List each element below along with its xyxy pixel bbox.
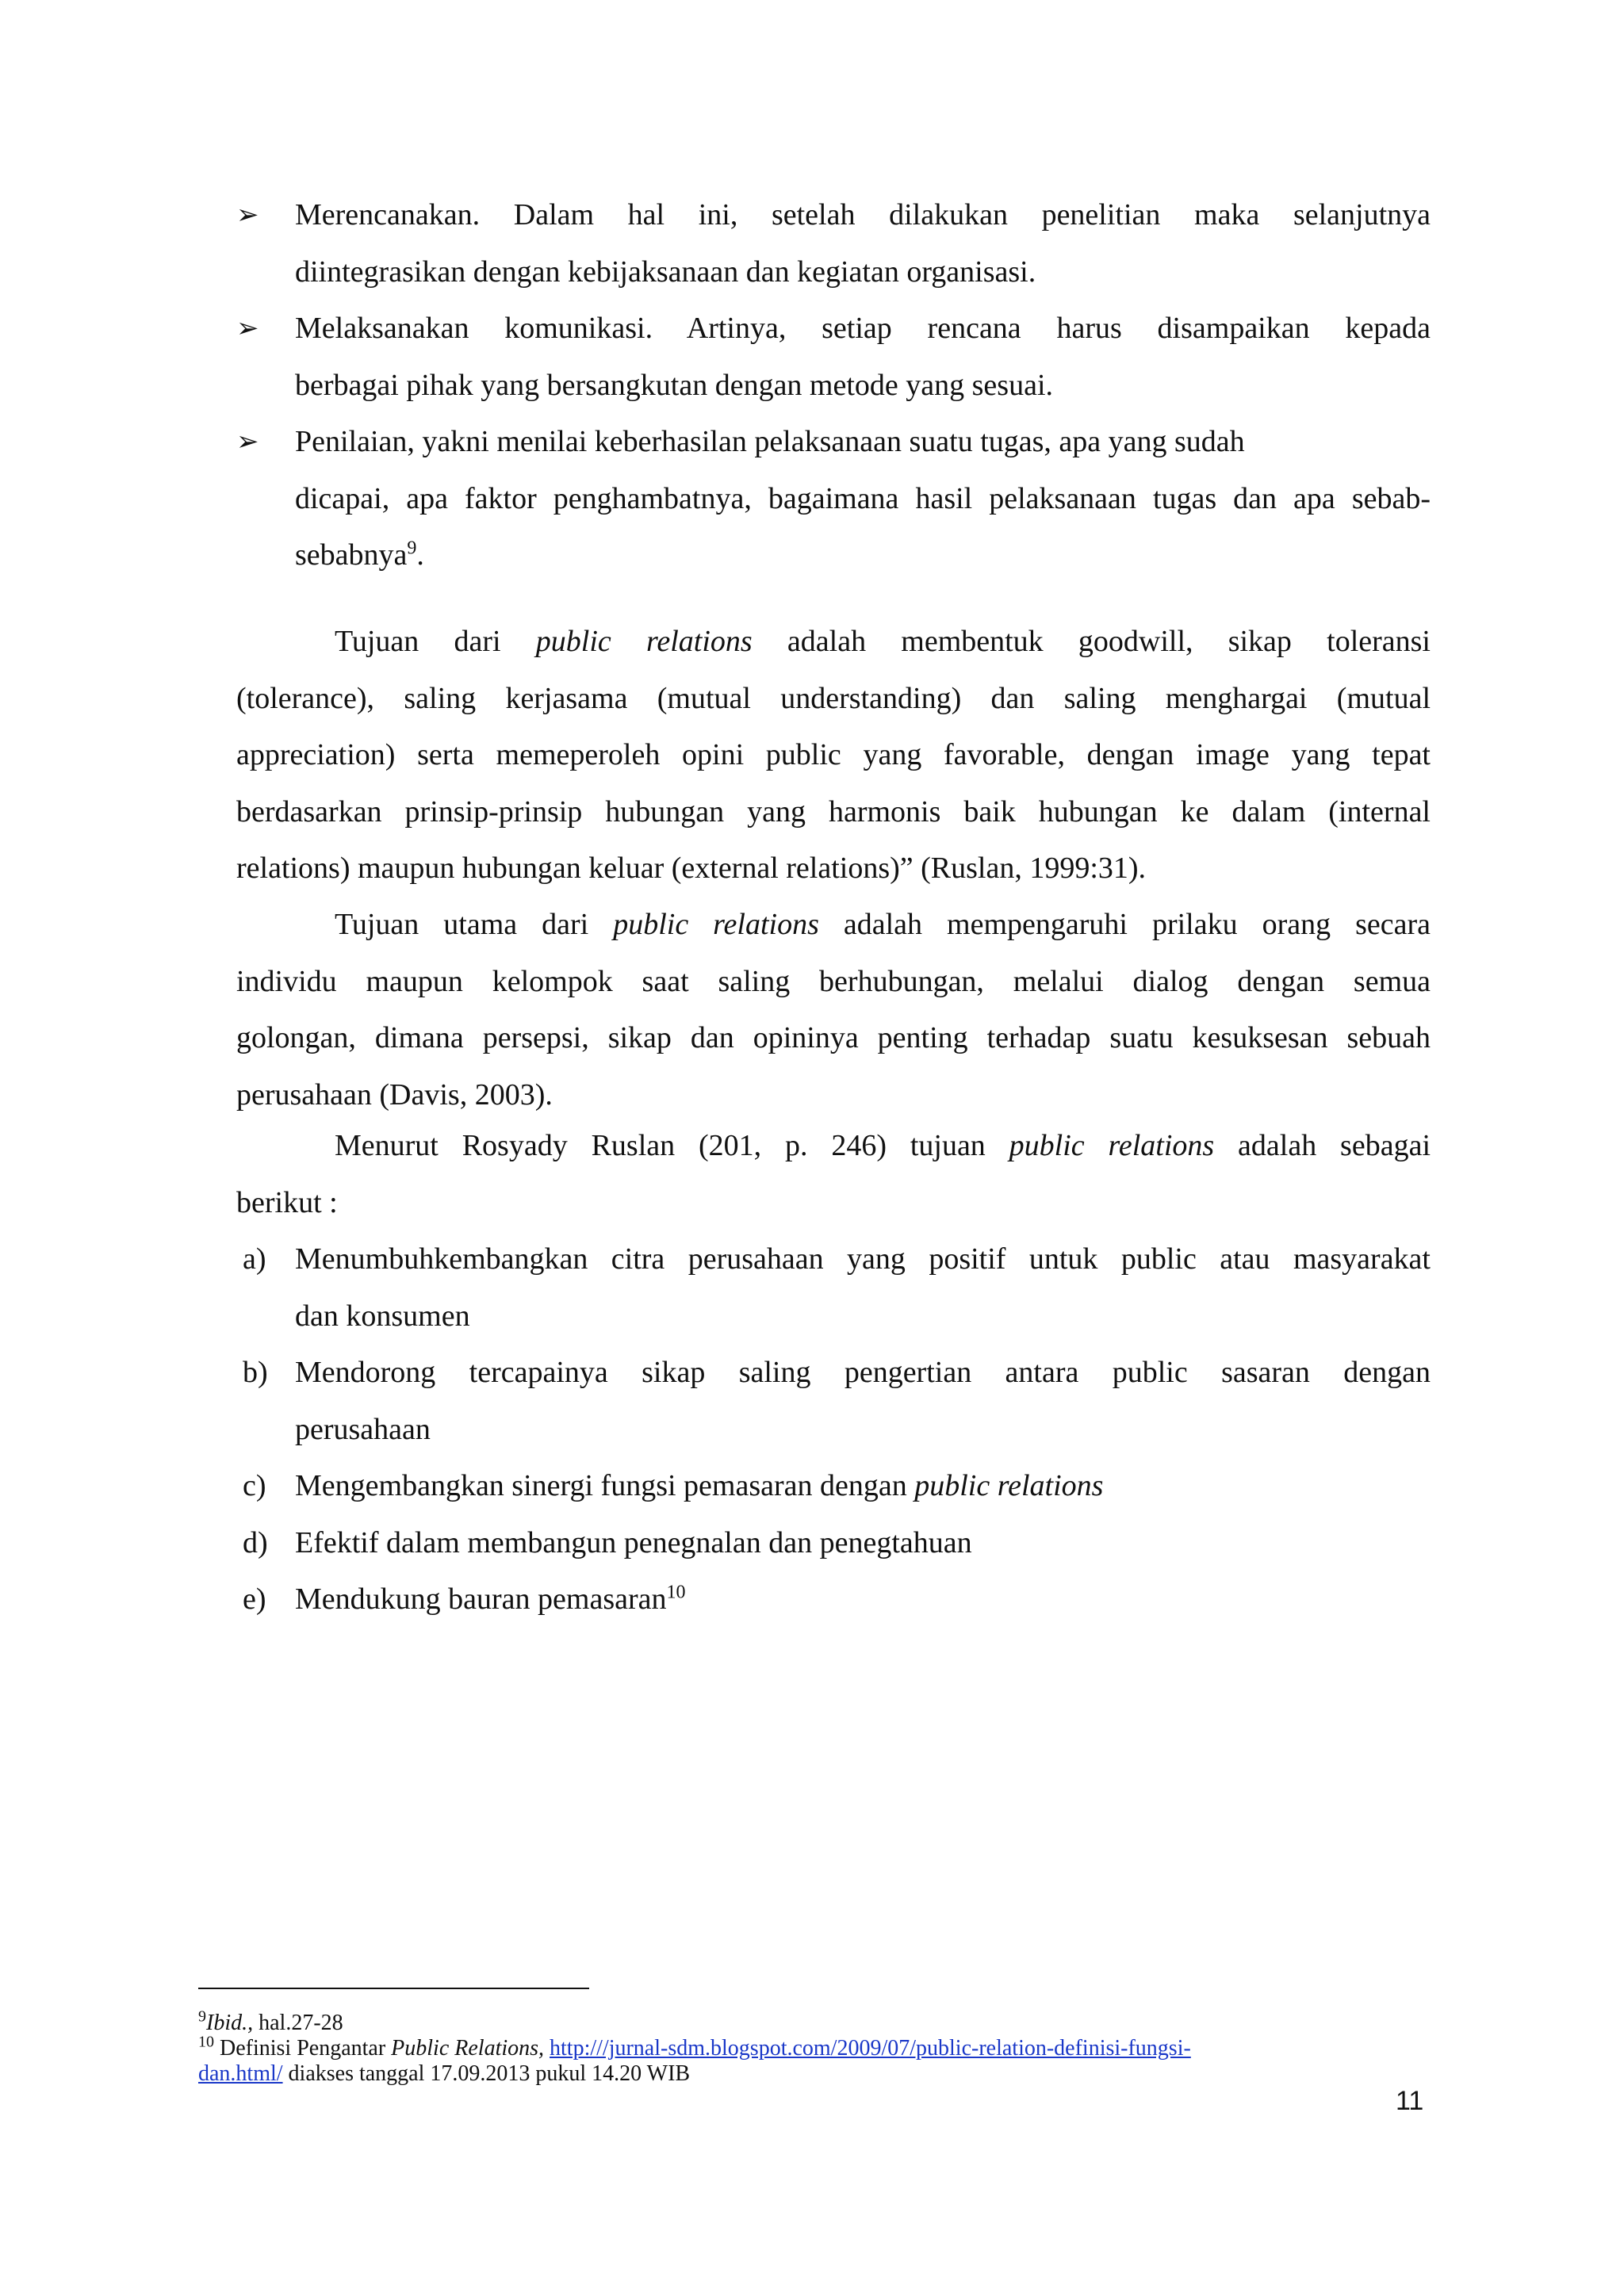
list-label: b): [243, 1356, 268, 1389]
paragraph-line: Tujuan dari public relations adalah membentuk goodwill, sikap toleransi: [335, 625, 1431, 658]
footnote-ref: 10: [666, 1582, 686, 1603]
paragraph-menurut: [236, 1118, 1431, 1231]
arrow-bullet-icon: ➢: [236, 426, 259, 457]
list-label: d): [243, 1525, 268, 1559]
footnote-link[interactable]: dan.html/: [198, 2061, 283, 2086]
footnote-ref: 9: [407, 538, 417, 559]
footnote-divider: [198, 1988, 589, 1989]
bullet-line: Merencanakan. Dalam hal ini, setelah dilakukan penelitian maka selanjutnya: [295, 198, 1431, 232]
paragraph-line: perusahaan (Davis, 2003).: [236, 1077, 553, 1112]
bullet-line: diintegrasikan dengan kebijaksanaan dan kegiatan organisasi.: [295, 254, 1036, 289]
paragraph-line: golongan, dimana persepsi, sikap dan opininya penting terhadap suatu kesuksesan sebuah: [236, 1021, 1431, 1054]
list-item: c) Mengembangkan sinergi fungsi pemasaran dengan public relations: [243, 1458, 1431, 1515]
bullet-item: [236, 300, 1431, 414]
paragraph-tujuan-utama: [236, 897, 1431, 1123]
paragraph-line: appreciation) serta memeperoleh opini public yang favorable, dengan image yang tepat: [236, 738, 1431, 771]
list-item: d) Efektif dalam membangun penegnalan dan penegtahuan: [243, 1515, 1431, 1572]
bullet-line: berbagai pihak yang bersangkutan dengan metode yang sesuai.: [295, 368, 1054, 402]
list-item: e) Mendukung bauran pemasaran$^{10}$: [243, 1571, 1431, 1628]
arrow-bullet-icon: ➢: [236, 312, 259, 344]
paragraph-line: individu maupun kelompok saat saling berhubungan, melalui dialog dengan semua: [236, 964, 1431, 998]
bullet-list: [236, 187, 1431, 584]
list-label: e): [243, 1582, 266, 1616]
paragraph-line: berdasarkan prinsip-prinsip hubungan yang harmonis baik hubungan ke dalam (internal: [236, 794, 1431, 828]
bullet-item: [236, 187, 1431, 300]
bullet-line: sebabnya$^9$.: [295, 538, 424, 572]
paragraph-line: Tujuan utama dari public relations adalah mempengaruhi prilaku orang secara: [335, 908, 1431, 941]
paragraph-line: Menurut Rosyady Ruslan (201, p. 246) tujuan public relations adalah sebagai: [335, 1129, 1431, 1162]
list-item: b) Mendorong tercapainya sikap saling pengertian antara public sasaran dengan perusahaan: [243, 1345, 1431, 1458]
footnote-10: $^{10}$ Definisi Pengantar Public Relations, http:///jurnal-sdm.blogspot.com/2009/07/public-relation-definisi-fungsi- dan.html/ diakses tanggal 17.09.2013 pukul 14.20 WIB: [198, 2033, 1191, 2086]
list-label: c): [243, 1469, 266, 1502]
paragraph-tujuan: [236, 614, 1431, 897]
footnote-link[interactable]: http:///jurnal-sdm.blogspot.com/2009/07/public-relation-definisi-fungsi-: [550, 2036, 1191, 2061]
list-item: a) Menumbuhkembangkan citra perusahaan yang positif untuk public atau masyarakat dan konsumen: [243, 1231, 1431, 1345]
arrow-bullet-icon: ➢: [236, 199, 259, 231]
ordered-list: [243, 1231, 1431, 1628]
bullet-item: [236, 414, 1431, 584]
list-label: a): [243, 1242, 266, 1276]
bullet-line: Melaksanakan komunikasi. Artinya, setiap rencana harus disampaikan kepada: [295, 312, 1431, 345]
bullet-line: dicapai, apa faktor penghambatnya, bagaimana hasil pelaksanaan tugas dan apa sebab-: [295, 481, 1431, 515]
page-number: 11: [1396, 2086, 1424, 2116]
paragraph-line: (tolerance), saling kerjasama (mutual understanding) dan saling menghargai (mutual: [236, 681, 1431, 715]
footnote-9: $^9$Ibid., hal.27-28: [198, 2007, 343, 2035]
paragraph-line: berikut :: [236, 1185, 338, 1219]
paragraph-line: relations) maupun hubungan keluar (external relations)” (Ruslan, 1999:31).: [236, 851, 1147, 885]
bullet-line: Penilaian, yakni menilai keberhasilan pelaksanaan suatu tugas, apa yang sudah: [295, 425, 1245, 458]
